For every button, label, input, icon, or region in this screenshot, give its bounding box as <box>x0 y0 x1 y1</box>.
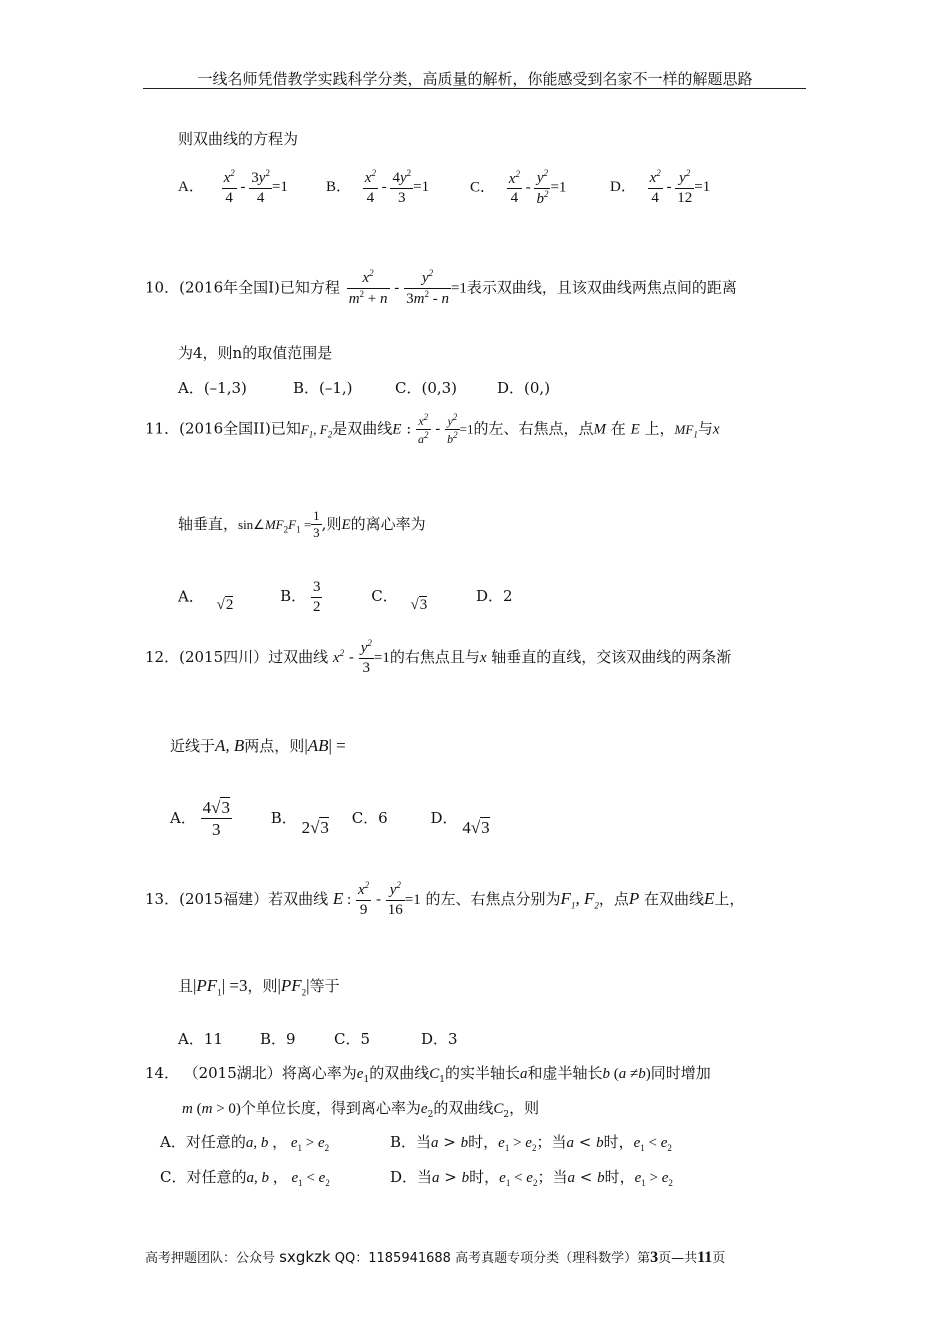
q9-option-d: D． $\frac{x^2}{4}$ - $\frac{y^2}{12}$ =1 <box>610 168 711 206</box>
q13-line2: 且$|PF_1| =3$，则$|PF_2|$等于 <box>178 976 340 998</box>
q14-option-d: D．当a > b时，$e_1 < e_2$；当a < b时，$e_1 > e_2$ <box>390 1168 673 1188</box>
q12-line2: 近线于A, B两点，则|AB| = <box>170 736 346 755</box>
q13-option-c: C．5 <box>334 1030 371 1048</box>
q14-option-b-when1: 时， <box>468 1133 499 1151</box>
q14-option-b-label: B．当 <box>390 1133 432 1151</box>
q11-line1: 11．(2016全国II)已知$F_1$, $F_2$是双曲线E : $\frac{x^2}{a^2}$ - $\frac{y^2}{b^2}$ =1的左、右焦点，点M 在 E 上，$MF_1$与x <box>145 412 720 446</box>
q12-option-b: B． <box>270 808 297 827</box>
footer-qq: QQ：1185941688 <box>334 1251 451 1266</box>
q14-option-d-when2: 时， <box>604 1168 635 1186</box>
q14-t1: 的双曲线 <box>369 1064 430 1082</box>
q14-t3: 和虚半轴长 <box>527 1064 603 1082</box>
q12-option-d: D． <box>430 808 458 827</box>
q10-option-b: B．(–1,) <box>293 379 353 397</box>
q12-source: (2015四川）过双曲线 <box>179 647 329 666</box>
q11-number: 11． <box>145 419 180 438</box>
q9-option-a: A． $\frac{x^2}{4}$ - $\frac{3y^2}{4}$ =1 <box>178 168 288 206</box>
q12-number: 12． <box>145 647 180 666</box>
q13-line2a: 且 <box>178 977 194 995</box>
q14-option-c: C．对任意的a, b ， $e_1 < e_2$ <box>160 1168 330 1188</box>
q13-text1: 的左、右焦点分别为 <box>425 889 561 908</box>
footer-wechat: sxgkzk <box>279 1248 331 1266</box>
q9-option-c-label: C． <box>470 179 496 196</box>
q12-text1: 的右焦点且与 <box>389 647 480 666</box>
q12-options: A． $\frac{4√3}{3}$ B． 2√3 C．6 D． 4√3 <box>170 798 490 840</box>
q13-text4: 上， <box>714 889 745 908</box>
footer-team: 高考押题团队：公众号 <box>145 1251 276 1266</box>
q11-source: (2016全国II)已知 <box>179 419 301 438</box>
q14-line2b: 的双曲线 <box>433 1099 494 1117</box>
q11-text4: 上， <box>644 419 675 438</box>
q14-option-d-semi: ；当 <box>537 1168 568 1186</box>
footer-page-number: 3 <box>650 1249 659 1266</box>
q13-line2b: ，则 <box>247 977 278 995</box>
q11-options: A． √2 B． $\frac{3}{2}$ C． √3 D．2 <box>178 579 513 615</box>
q11-line2: 轴垂直，$\sin\angle MF_2F_1$ = $\frac{1}{3}$ ,则E的离心率为 <box>178 508 426 541</box>
q14-t2: 的实半轴长 <box>444 1064 520 1082</box>
q14-option-b-when2: 时， <box>603 1133 634 1151</box>
q14-option-a-label: A．对任意的 <box>160 1133 246 1151</box>
page-footer <box>145 1247 725 1267</box>
q13-number: 13． <box>145 889 180 908</box>
footer-total-pages: 11 <box>697 1249 713 1266</box>
q9-option-c: C． $\frac{x^2}{4}$ - $\frac{y^2}{b^2}$ =1 <box>470 168 567 207</box>
q11-line2c: 的离心率为 <box>350 514 426 533</box>
q14-line2a: 个单位长度，得到离心率为 <box>240 1099 421 1117</box>
q9-option-a-label: A． <box>178 179 204 196</box>
q12-line1: 12．(2015四川）过双曲线 $x^2$ - $\frac{y^2}{3}$ =1的右焦点且与x 轴垂直的直线，交该双曲线的两条渐 <box>145 638 732 676</box>
q11-option-b: B． <box>280 587 307 606</box>
q10-number: 10． <box>145 278 180 297</box>
page-header: 一线名师凭借教学实践科学分类，高质量的解析，你能感受到名家不一样的解题思路 <box>197 70 753 88</box>
q14-option-b: B．当a > b时，$e_1 > e_2$；当a < b时，$e_1 < e_2$ <box>390 1133 672 1153</box>
q11-line2a: 轴垂直， <box>178 514 239 533</box>
q10-text2: 为4，则n的取值范围是 <box>178 344 333 362</box>
footer-end: 页 <box>712 1251 726 1266</box>
q11-option-c: C． <box>371 587 398 606</box>
q13-option-a: A．11 <box>178 1030 223 1048</box>
q13-option-d: D．3 <box>421 1030 458 1048</box>
q11-option-d: D．2 <box>476 587 513 606</box>
footer-series: 高考真题专项分类（理科数学）第 <box>455 1251 651 1266</box>
q10-option-d: D．(0,) <box>497 379 551 397</box>
q11-text2: 的左、右焦点，点 <box>473 419 594 438</box>
q13-line1: 13．(2015福建）若双曲线 E : $\frac{x^2}{9}$ - $\frac{y^2}{16}$ =1 的左、右焦点分别为$F_1$, $F_2$，点P 在双曲线E上， <box>145 880 745 918</box>
q12-line2a: 近线于 <box>170 737 216 755</box>
q9-option-b: B． $\frac{x^2}{4}$ - $\frac{4y^2}{3}$ =1 <box>326 168 430 206</box>
q12-line2b: 两点，则 <box>244 737 305 755</box>
q9-stem: 则双曲线的方程为 <box>178 130 299 148</box>
q14-option-d-when1: 时， <box>469 1168 500 1186</box>
q11-text1: 是双曲线 <box>332 419 393 438</box>
header-rule <box>143 88 806 89</box>
q14-option-b-semi: ；当 <box>536 1133 567 1151</box>
q10-text1: 表示双曲线，且该双曲线两焦点间的距离 <box>466 278 737 297</box>
q12-option-a: A． <box>170 808 196 827</box>
q12-option-c: C．6 <box>351 808 388 827</box>
q14-source: （2015湖北）将离心率为 <box>191 1064 357 1082</box>
q13-option-b: B．9 <box>260 1030 296 1048</box>
q10-option-a: A．(–1,3) <box>178 379 247 397</box>
q10-option-c: C．(0,3) <box>395 379 458 397</box>
q9-option-b-label: B． <box>326 179 352 196</box>
q9-option-d-label: D． <box>610 179 636 196</box>
q14-option-d-label: D．当 <box>390 1168 433 1186</box>
q11-text3: 在 <box>610 419 626 438</box>
q11-text5: 与 <box>697 419 713 438</box>
q11-line2b: ,则 <box>321 514 342 533</box>
q14-t4: 同时增加 <box>650 1064 711 1082</box>
q14-option-a: A．对任意的a, b ， $e_1 > e_2$ <box>160 1133 330 1153</box>
q10-source: (2016年全国I)已知方程 <box>179 278 340 297</box>
footer-mid: 页—共 <box>658 1251 698 1266</box>
q13-source: (2015福建）若双曲线 <box>179 889 329 908</box>
q10-line1: 10．(2016年全国I)已知方程 $\frac{x^2}{m^2 + n}$ - $\frac{y^2}{3m^2 - n}$ =1表示双曲线，且该双曲线两焦点间的距离 <box>145 268 737 307</box>
q11-option-a: A． <box>178 587 204 606</box>
q14-number: 14． <box>145 1064 180 1082</box>
q12-text2: 轴垂直的直线，交该双曲线的两条渐 <box>491 647 732 666</box>
q14-line1: 14． （2015湖北）将离心率为$e_1$的双曲线$C_1$的实半轴长a和虚半轴长b (a ≠b)同时增加 <box>145 1064 711 1085</box>
q14-line2: m (m > 0)个单位长度，得到离心率为$e_2$的双曲线$C_2$，则 <box>182 1099 540 1120</box>
q13-text2: ，点 <box>598 889 629 908</box>
q13-text3: 在双曲线 <box>644 889 705 908</box>
q13-line2c: 等于 <box>309 977 340 995</box>
q14-line2c: ，则 <box>509 1099 540 1117</box>
q14-option-c-label: C．对任意的 <box>160 1168 247 1186</box>
